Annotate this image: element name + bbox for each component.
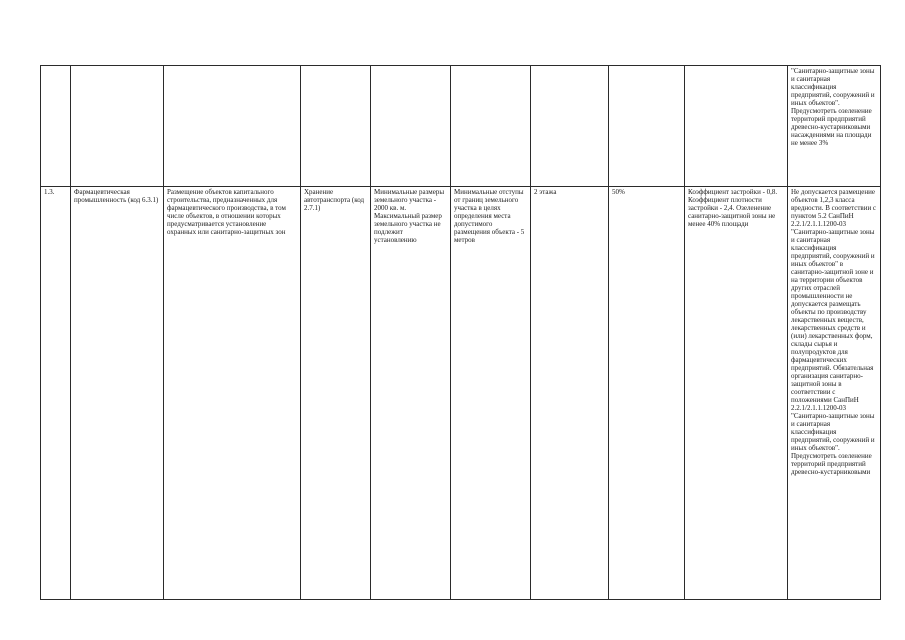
use-type-name-cell <box>71 66 164 187</box>
coverage-cell: 50% <box>609 187 685 600</box>
row-number-cell: 1.3. <box>41 187 71 600</box>
zoning-regulations-table <box>40 65 881 600</box>
floors-cell <box>531 66 609 187</box>
min-plot-size-cell <box>371 66 451 187</box>
setback-cell <box>451 66 531 187</box>
table-row <box>41 66 881 187</box>
auxiliary-use-cell <box>301 66 371 187</box>
use-type-name-cell: Фармацевтическая промышленность (код 6.3.1) <box>71 187 164 600</box>
notes-cell: "Санитарно-защитные зоны и санитарная классификация предприятий, сооружений и иных объектов". Предусмотреть озеленение территорий предприятий древесно-кустарниковыми насаждениями на площади не менее 3% <box>788 66 881 187</box>
auxiliary-use-cell: Хранение автотранспорта (код 2.7.1) <box>301 187 371 600</box>
coefficients-cell: Коэффициент застройки - 0,8. Коэффициент плотности застройки - 2,4. Озеленение санитарно-защитной зоны не менее 40% площади <box>685 187 788 600</box>
use-description-cell: Размещение объектов капитального строительства, предназначенных для фармацевтического производства, в том числе объектов, в отношении которых предусматривается установление охранных или санитарно-защитных зон <box>164 187 301 600</box>
min-plot-size-cell: Минимальные размеры земельного участка - 2000 кв. м. Максимальный размер земельного участка не подлежит установлению <box>371 187 451 600</box>
coverage-cell <box>609 66 685 187</box>
coefficients-cell <box>685 66 788 187</box>
setback-cell: Минимальные отступы от границ земельного участка в целях определения места допустимого размещения объекта - 5 метров <box>451 187 531 600</box>
use-description-cell <box>164 66 301 187</box>
row-number-cell <box>41 66 71 187</box>
floors-cell: 2 этажа <box>531 187 609 600</box>
table-row <box>41 187 881 600</box>
notes-cell: Не допускается размещение объектов 1,2,3 класса вредности. В соответствии с пунктом 5.2 СанПиН 2.2.1/2.1.1.1200-03 "Санитарно-защитные зоны и санитарная классификация предприятий, сооружений и иных объектов" в санитарно-защитной зоне и на территории объектов других отраслей промышленности не допускается размещать объекты по производству лекарственных веществ, лекарственных средств и (или) лекарственных форм, склады сырья и полупродуктов для фармацевтических предприятий. Обязательная организация санитарно-защитной зоны в соответствии с положениями СанПиН 2.2.1/2.1.1.1200-03 "Санитарно-защитные зоны и санитарная классификация предприятий, сооружений и иных объектов". Предусмотреть озеленение территорий предприятий древесно-кустарниковыми <box>788 187 881 600</box>
